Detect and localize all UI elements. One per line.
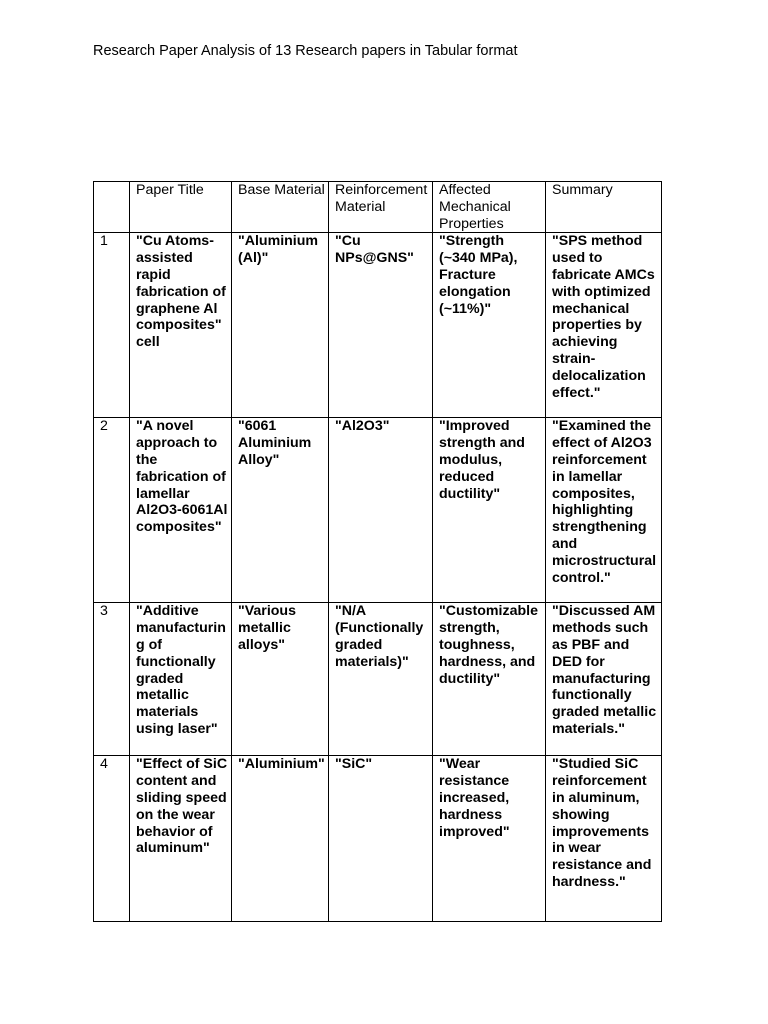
row-number: 2 [94, 418, 130, 603]
summary-cell: "Studied SiC reinforcement in aluminum, showing improvements in wear resistance and hardness." [546, 756, 662, 922]
properties-cell: "Strength (~340 MPa), Fracture elongation (~11%)" [433, 233, 546, 418]
table-row [94, 233, 662, 418]
paper-title-cell: "Effect of SiC content and sliding speed on the wear behavior of aluminum" [130, 756, 232, 922]
properties-cell: "Wear resistance increased, hardness improved" [433, 756, 546, 922]
summary-cell: "Examined the effect of Al2O3 reinforcement in lamellar composites, highlighting strengthening and microstructural control." [546, 418, 662, 603]
properties-cell: "Customizable strength, toughness, hardness, and ductility" [433, 603, 546, 756]
base-material-cell: "6061 Aluminium Alloy" [232, 418, 329, 603]
summary-cell: "SPS method used to fabricate AMCs with optimized mechanical properties by achieving strain-delocalization effect." [546, 233, 662, 418]
table-row [94, 756, 662, 922]
properties-cell: "Improved strength and modulus, reduced ductility" [433, 418, 546, 603]
paper-title-cell: "Cu Atoms-assisted rapid fabrication of graphene Al composites" cell [130, 233, 232, 418]
header-affected-properties: Affected Mechanical Properties [433, 182, 546, 233]
table-row [94, 603, 662, 756]
paper-title-cell: "Additive manufacturing of functionally graded metallic materials using laser" [130, 603, 232, 756]
header-paper-title: Paper Title [130, 182, 232, 233]
reinforcement-cell: "N/A (Functionally graded materials)" [329, 603, 433, 756]
header-number [94, 182, 130, 233]
table-header-row [94, 182, 662, 233]
header-summary: Summary [546, 182, 662, 233]
paper-title-cell: "A novel approach to the fabrication of lamellar Al2O3-6061Al composites" [130, 418, 232, 603]
row-number: 3 [94, 603, 130, 756]
row-number: 1 [94, 233, 130, 418]
reinforcement-cell: "SiC" [329, 756, 433, 922]
row-number: 4 [94, 756, 130, 922]
document-title: Research Paper Analysis of 13 Research papers in Tabular format [93, 43, 518, 59]
base-material-cell: "Various metallic alloys" [232, 603, 329, 756]
base-material-cell: "Aluminium (Al)" [232, 233, 329, 418]
header-base-material: Base Material [232, 182, 329, 233]
research-table [93, 181, 662, 922]
base-material-cell: "Aluminium" [232, 756, 329, 922]
reinforcement-cell: "Cu NPs@GNS" [329, 233, 433, 418]
header-reinforcement-material: Reinforcement Material [329, 182, 433, 233]
table-row [94, 418, 662, 603]
summary-cell: "Discussed AM methods such as PBF and DED for manufacturing functionally graded metallic materials." [546, 603, 662, 756]
reinforcement-cell: "Al2O3" [329, 418, 433, 603]
